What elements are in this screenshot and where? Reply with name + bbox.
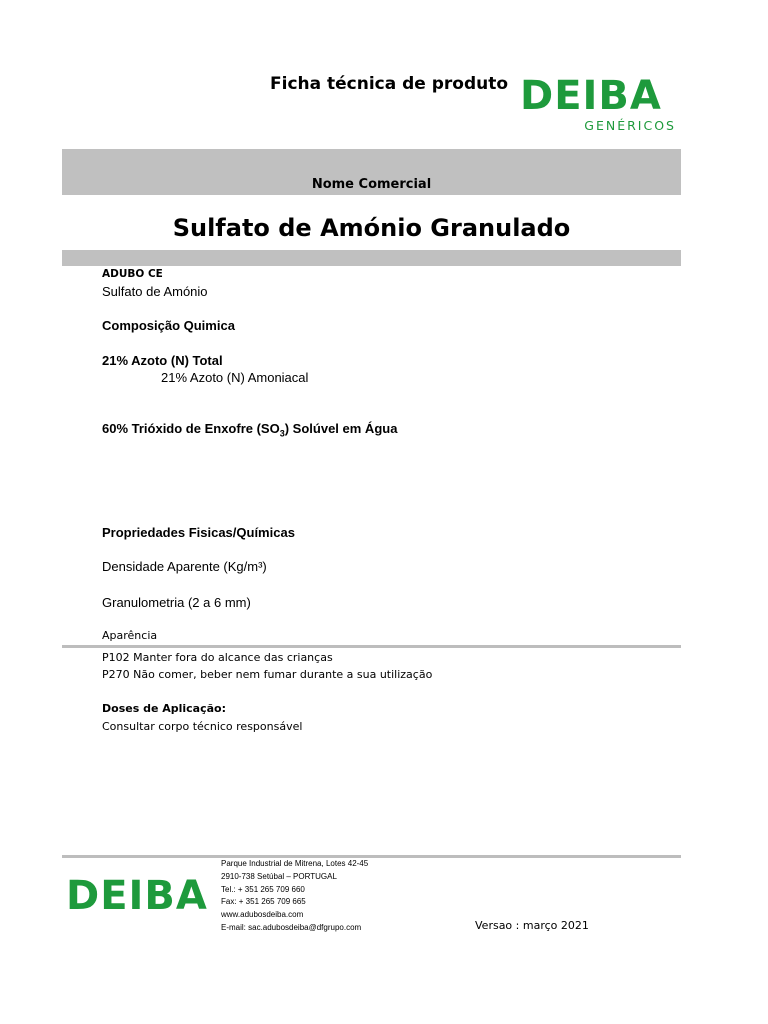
deiba-genericos-logo — [520, 73, 676, 134]
footer-logo-wordmark: DEIBA — [66, 873, 208, 919]
sulfur-subscript: 3 — [279, 428, 285, 439]
section-label-commercial-name: Nome Comercial — [311, 177, 432, 192]
footer-divider — [62, 855, 681, 858]
version-date: Versao : março 2021 — [475, 919, 589, 932]
website-link[interactable]: www.adubosdeiba.com — [221, 910, 304, 920]
deiba-footer-logo — [66, 873, 216, 920]
sulfur-prefix: 60% Trióxido de Enxofre (SO — [102, 421, 280, 436]
address-line-1: Parque Industrial de Mitrena, Lotes 42-45 — [221, 859, 369, 868]
company-contact-info — [221, 858, 368, 935]
address-line-2: 2910-738 Setúbal – PORTUGAL — [221, 871, 337, 881]
product-name: Sulfato de Amónio Granulado — [172, 214, 571, 242]
doses-heading: Doses de Aplicação: — [102, 702, 227, 715]
property-appearance: Aparência — [102, 629, 158, 642]
composition-heading: Composição Quimica — [102, 318, 235, 333]
sulfur-content — [102, 421, 397, 439]
safety-p270: P270 Não comer, beber nem fumar durante a sua utilização — [102, 668, 433, 681]
logo-wordmark: DEIBA — [520, 73, 662, 119]
safety-p102: P102 Manter fora do alcance das crianças — [102, 651, 333, 664]
doses-text: Consultar corpo técnico responsável — [102, 720, 303, 733]
fax: Fax: + 351 265 709 665 — [221, 897, 306, 907]
divider-bar — [62, 250, 681, 266]
document-title: Ficha técnica de produto — [270, 74, 509, 94]
section-divider — [62, 645, 681, 648]
nitrogen-ammoniacal: 21% Azoto (N) Amoniacal — [161, 370, 309, 385]
property-granulometry: Granulometria (2 a 6 mm) — [102, 595, 251, 610]
properties-heading: Propriedades Fisicas/Químicas — [102, 525, 295, 540]
logo-subtitle: GENÉRICOS — [584, 118, 676, 133]
fertilizer-label: ADUBO CE — [102, 268, 163, 280]
sulfur-suffix: ) Solúvel em Água — [284, 421, 398, 436]
nitrogen-total: 21% Azoto (N) Total — [102, 353, 223, 368]
email-link[interactable]: E-mail: sac.adubosdeiba@dfgrupo.com — [221, 922, 362, 932]
property-density: Densidade Aparente (Kg/m³) — [102, 559, 267, 574]
telephone: Tel.: + 351 265 709 660 — [221, 884, 305, 894]
fertilizer-value: Sulfato de Amónio — [102, 284, 208, 299]
